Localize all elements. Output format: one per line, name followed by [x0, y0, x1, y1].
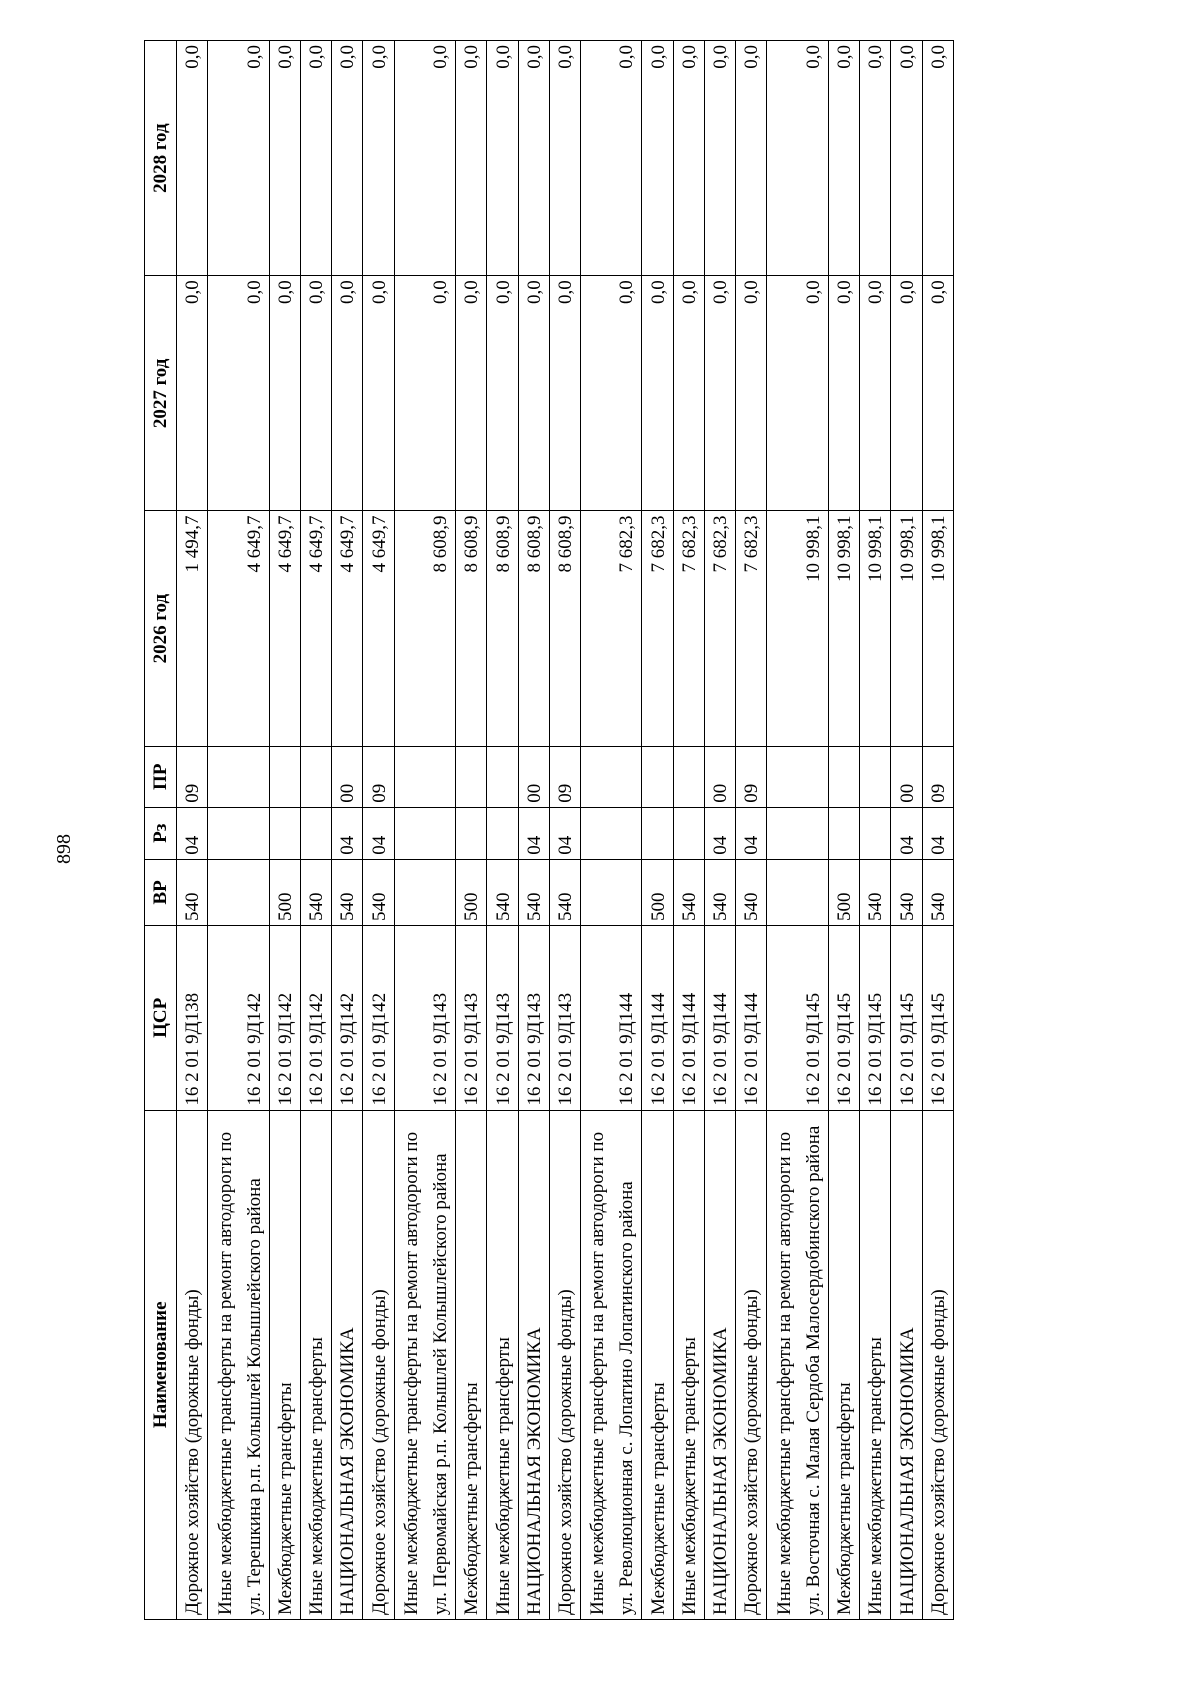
table-row: [828, 41, 859, 1620]
cell-csr: 16 2 01 9Д138: [177, 926, 208, 1111]
cell-2028: 0,0: [518, 41, 549, 276]
cell-pr: 09: [922, 746, 954, 807]
cell-2026: 10 998,1: [860, 511, 891, 746]
cell-pr: [673, 746, 704, 807]
cell-name: Иные межбюджетные трансферты на ремонт автодороги по ул. Первомайская р.п. Колышлей Колышлейского района: [394, 1110, 455, 1619]
cell-pr: 00: [518, 746, 549, 807]
cell-vr: 540: [177, 859, 208, 925]
cell-name: Дорожное хозяйство (дорожные фонды): [736, 1110, 767, 1619]
cell-2026: 7 682,3: [580, 511, 641, 746]
budget-table-container: [144, 40, 954, 1620]
cell-name: Иные межбюджетные трансферты: [860, 1110, 891, 1619]
cell-rz: 04: [704, 807, 735, 859]
cell-2028: 0,0: [177, 41, 208, 276]
cell-pr: [456, 746, 487, 807]
cell-csr: 16 2 01 9Д144: [704, 926, 735, 1111]
table-row: [922, 41, 954, 1620]
table-row: [704, 41, 735, 1620]
cell-rz: [456, 807, 487, 859]
cell-2028: 0,0: [736, 41, 767, 276]
table-row: [332, 41, 363, 1620]
cell-2027: 0,0: [860, 276, 891, 511]
cell-2027: 0,0: [487, 276, 518, 511]
cell-pr: [642, 746, 673, 807]
cell-2026: 4 649,7: [300, 511, 331, 746]
cell-2028: 0,0: [208, 41, 269, 276]
header-2026: 2026 год: [145, 511, 177, 746]
cell-rz: [487, 807, 518, 859]
cell-2027: 0,0: [580, 276, 641, 511]
cell-name: Дорожное хозяйство (дорожные фонды): [363, 1110, 394, 1619]
cell-vr: 540: [518, 859, 549, 925]
cell-vr: 500: [828, 859, 859, 925]
table-row: [642, 41, 673, 1620]
cell-vr: 500: [642, 859, 673, 925]
cell-2028: 0,0: [673, 41, 704, 276]
cell-rz: [642, 807, 673, 859]
table-row: [767, 41, 828, 1620]
cell-2026: 4 649,7: [269, 511, 300, 746]
cell-2026: 1 494,7: [177, 511, 208, 746]
cell-2028: 0,0: [549, 41, 580, 276]
cell-2027: 0,0: [518, 276, 549, 511]
cell-csr: 16 2 01 9Д144: [580, 926, 641, 1111]
cell-2026: 7 682,3: [736, 511, 767, 746]
cell-2027: 0,0: [363, 276, 394, 511]
cell-csr: 16 2 01 9Д145: [828, 926, 859, 1111]
cell-2028: 0,0: [828, 41, 859, 276]
cell-2027: 0,0: [456, 276, 487, 511]
table-row: [208, 41, 269, 1620]
cell-csr: 16 2 01 9Д143: [549, 926, 580, 1111]
cell-pr: 09: [736, 746, 767, 807]
cell-vr: 540: [736, 859, 767, 925]
cell-vr: 500: [269, 859, 300, 925]
cell-2028: 0,0: [704, 41, 735, 276]
cell-pr: [208, 746, 269, 807]
cell-vr: 540: [332, 859, 363, 925]
table-row: [580, 41, 641, 1620]
cell-csr: 16 2 01 9Д142: [269, 926, 300, 1111]
cell-2027: 0,0: [767, 276, 828, 511]
cell-name: НАЦИОНАЛЬНАЯ ЭКОНОМИКА: [891, 1110, 922, 1619]
cell-2026: 8 608,9: [518, 511, 549, 746]
cell-vr: 540: [922, 859, 954, 925]
cell-2026: 8 608,9: [394, 511, 455, 746]
cell-rz: [580, 807, 641, 859]
cell-pr: 00: [891, 746, 922, 807]
cell-name: Иные межбюджетные трансферты: [673, 1110, 704, 1619]
cell-rz: [860, 807, 891, 859]
table-row: [269, 41, 300, 1620]
cell-2026: 8 608,9: [549, 511, 580, 746]
cell-name: Иные межбюджетные трансферты: [300, 1110, 331, 1619]
cell-name: Иные межбюджетные трансферты: [487, 1110, 518, 1619]
cell-name: Дорожное хозяйство (дорожные фонды): [177, 1110, 208, 1619]
cell-rz: [394, 807, 455, 859]
cell-2026: 7 682,3: [704, 511, 735, 746]
page-number: 898: [53, 834, 75, 864]
table-row: [891, 41, 922, 1620]
cell-pr: 00: [332, 746, 363, 807]
cell-rz: 04: [363, 807, 394, 859]
cell-rz: [673, 807, 704, 859]
table-row: [363, 41, 394, 1620]
cell-csr: 16 2 01 9Д142: [208, 926, 269, 1111]
table-row: [300, 41, 331, 1620]
cell-2027: 0,0: [922, 276, 954, 511]
cell-pr: [580, 746, 641, 807]
cell-2026: 7 682,3: [642, 511, 673, 746]
cell-2027: 0,0: [673, 276, 704, 511]
cell-2027: 0,0: [269, 276, 300, 511]
cell-vr: 540: [891, 859, 922, 925]
cell-csr: 16 2 01 9Д144: [736, 926, 767, 1111]
cell-name: Межбюджетные трансферты: [269, 1110, 300, 1619]
cell-2026: 10 998,1: [891, 511, 922, 746]
cell-2028: 0,0: [642, 41, 673, 276]
cell-2027: 0,0: [394, 276, 455, 511]
cell-name: НАЦИОНАЛЬНАЯ ЭКОНОМИКА: [704, 1110, 735, 1619]
cell-2027: 0,0: [704, 276, 735, 511]
table-row: [673, 41, 704, 1620]
header-2027: 2027 год: [145, 276, 177, 511]
cell-2026: 4 649,7: [208, 511, 269, 746]
cell-csr: 16 2 01 9Д142: [363, 926, 394, 1111]
cell-2028: 0,0: [456, 41, 487, 276]
cell-2028: 0,0: [332, 41, 363, 276]
cell-rz: [269, 807, 300, 859]
cell-name: Межбюджетные трансферты: [642, 1110, 673, 1619]
cell-vr: 540: [363, 859, 394, 925]
cell-2026: 8 608,9: [456, 511, 487, 746]
cell-name: НАЦИОНАЛЬНАЯ ЭКОНОМИКА: [332, 1110, 363, 1619]
cell-2026: 4 649,7: [332, 511, 363, 746]
table-row: [394, 41, 455, 1620]
table-row: [177, 41, 208, 1620]
cell-csr: 16 2 01 9Д145: [767, 926, 828, 1111]
cell-rz: [300, 807, 331, 859]
table-row: [456, 41, 487, 1620]
cell-csr: 16 2 01 9Д145: [922, 926, 954, 1111]
cell-2028: 0,0: [487, 41, 518, 276]
cell-2026: 8 608,9: [487, 511, 518, 746]
cell-rz: [208, 807, 269, 859]
cell-vr: 540: [549, 859, 580, 925]
cell-2027: 0,0: [208, 276, 269, 511]
table-body: [177, 41, 954, 1620]
cell-2028: 0,0: [891, 41, 922, 276]
cell-csr: 16 2 01 9Д144: [642, 926, 673, 1111]
cell-vr: 540: [860, 859, 891, 925]
cell-rz: 04: [518, 807, 549, 859]
cell-2027: 0,0: [177, 276, 208, 511]
cell-pr: 09: [549, 746, 580, 807]
cell-name: Дорожное хозяйство (дорожные фонды): [922, 1110, 954, 1619]
cell-2026: 10 998,1: [767, 511, 828, 746]
header-vr: ВР: [145, 859, 177, 925]
cell-rz: [767, 807, 828, 859]
cell-2026: 4 649,7: [363, 511, 394, 746]
cell-pr: [828, 746, 859, 807]
cell-name: Дорожное хозяйство (дорожные фонды): [549, 1110, 580, 1619]
cell-2026: 10 998,1: [828, 511, 859, 746]
cell-pr: 00: [704, 746, 735, 807]
cell-rz: 04: [549, 807, 580, 859]
cell-name: Иные межбюджетные трансферты на ремонт автодороги по ул. Революционная с. Лопатино Лопатинского района: [580, 1110, 641, 1619]
table-row: [487, 41, 518, 1620]
table-row: [736, 41, 767, 1620]
cell-2028: 0,0: [394, 41, 455, 276]
cell-2028: 0,0: [860, 41, 891, 276]
cell-pr: [394, 746, 455, 807]
cell-csr: 16 2 01 9Д144: [673, 926, 704, 1111]
cell-2028: 0,0: [363, 41, 394, 276]
cell-2028: 0,0: [580, 41, 641, 276]
table-row: [860, 41, 891, 1620]
header-row: [145, 41, 177, 1620]
cell-2028: 0,0: [300, 41, 331, 276]
cell-csr: 16 2 01 9Д145: [860, 926, 891, 1111]
cell-2027: 0,0: [642, 276, 673, 511]
cell-vr: [767, 859, 828, 925]
cell-csr: 16 2 01 9Д142: [300, 926, 331, 1111]
cell-2026: 7 682,3: [673, 511, 704, 746]
cell-pr: [860, 746, 891, 807]
cell-2027: 0,0: [332, 276, 363, 511]
cell-pr: [300, 746, 331, 807]
header-rz: Рз: [145, 807, 177, 859]
cell-2026: 10 998,1: [922, 511, 954, 746]
cell-2028: 0,0: [767, 41, 828, 276]
cell-pr: [767, 746, 828, 807]
cell-csr: 16 2 01 9Д143: [394, 926, 455, 1111]
cell-2027: 0,0: [828, 276, 859, 511]
cell-vr: 500: [456, 859, 487, 925]
cell-pr: [269, 746, 300, 807]
cell-name: Межбюджетные трансферты: [456, 1110, 487, 1619]
cell-vr: 540: [487, 859, 518, 925]
cell-name: Иные межбюджетные трансферты на ремонт автодороги по ул. Восточная с. Малая Сердоба Малосердобинского района: [767, 1110, 828, 1619]
cell-name: Межбюджетные трансферты: [828, 1110, 859, 1619]
cell-pr: [487, 746, 518, 807]
cell-rz: 04: [332, 807, 363, 859]
cell-2027: 0,0: [300, 276, 331, 511]
cell-vr: [394, 859, 455, 925]
cell-rz: 04: [891, 807, 922, 859]
cell-rz: 04: [736, 807, 767, 859]
header-name: Наименование: [145, 1110, 177, 1619]
cell-vr: 540: [300, 859, 331, 925]
cell-2028: 0,0: [269, 41, 300, 276]
cell-pr: 09: [177, 746, 208, 807]
cell-2027: 0,0: [549, 276, 580, 511]
cell-rz: 04: [177, 807, 208, 859]
table-row: [518, 41, 549, 1620]
cell-2027: 0,0: [736, 276, 767, 511]
cell-name: Иные межбюджетные трансферты на ремонт автодороги по ул. Терешкина р.п. Колышлей Колышлейского района: [208, 1110, 269, 1619]
cell-vr: 540: [704, 859, 735, 925]
cell-csr: 16 2 01 9Д143: [456, 926, 487, 1111]
cell-csr: 16 2 01 9Д142: [332, 926, 363, 1111]
cell-2027: 0,0: [891, 276, 922, 511]
header-pr: ПР: [145, 746, 177, 807]
cell-csr: 16 2 01 9Д143: [518, 926, 549, 1111]
header-csr: ЦСР: [145, 926, 177, 1111]
cell-vr: [580, 859, 641, 925]
cell-rz: [828, 807, 859, 859]
cell-2028: 0,0: [922, 41, 954, 276]
cell-csr: 16 2 01 9Д145: [891, 926, 922, 1111]
header-2028: 2028 год: [145, 41, 177, 276]
cell-name: НАЦИОНАЛЬНАЯ ЭКОНОМИКА: [518, 1110, 549, 1619]
cell-vr: [208, 859, 269, 925]
table-row: [549, 41, 580, 1620]
cell-pr: 09: [363, 746, 394, 807]
cell-vr: 540: [673, 859, 704, 925]
cell-csr: 16 2 01 9Д143: [487, 926, 518, 1111]
budget-table: [144, 40, 954, 1620]
cell-rz: 04: [922, 807, 954, 859]
